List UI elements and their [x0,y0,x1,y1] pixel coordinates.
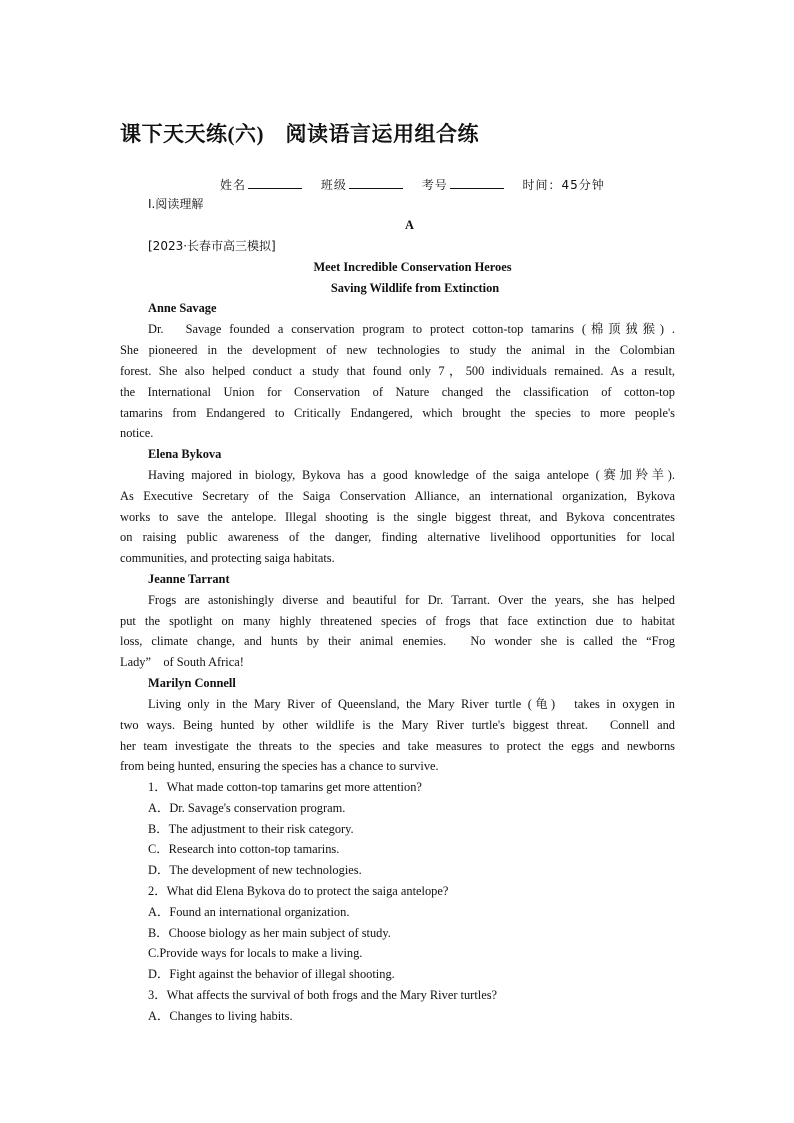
paragraph-line: two ways. Being hunted by other wildlife is the Mary River turtle's biggest threat. Connell and [120,718,675,732]
paragraph-line: forest. She also helped conduct a study that found only 7，500 individuals remained. As a result, [120,364,675,378]
answer-option[interactable]: B．Choose biology as her main subject of study. [148,926,391,940]
paragraph-line: notice. [120,426,154,440]
source-label: [2023·长春市高三模拟] [148,239,276,253]
answer-option[interactable]: A．Dr. Savage's conservation program. [148,801,346,815]
paragraph-line: As Executive Secretary of the Saiga Conservation Alliance, an international organization, Bykova [120,489,675,503]
name-blank [248,178,302,189]
person-name: Marilyn Connell [148,676,236,690]
passage-title-1: Meet Incredible Conservation Heroes [313,260,512,274]
part-label: A [405,218,414,232]
paragraph-line: Lady” of South Africa! [120,655,244,669]
paragraph-line: the International Union for Conservation of Nature changed the classification of cotton-top [120,385,675,399]
paragraph-line: from being hunted, ensuring the species has a chance to survive. [120,759,439,773]
paragraph-line: communities, and protecting saiga habitats. [120,551,335,565]
class-blank [349,178,403,189]
page-title: 课下天天练(六) 阅读语言运用组合练 [120,122,479,146]
paragraph-line: works to save the antelope. Illegal shooting is the single biggest threat, and Bykova concentrates [120,510,675,524]
person-name: Elena Bykova [148,447,222,461]
class-label: 班级 [320,178,347,192]
answer-option[interactable]: A．Changes to living habits. [148,1009,293,1023]
paragraph-line: loss, climate change, and hunts by their animal enemies. No wonder she is called the “Frog [120,634,675,648]
question-stem: 2．What did Elena Bykova do to protect the saiga antelope? [148,884,449,898]
answer-option[interactable]: C.Provide ways for locals to make a living. [148,946,363,960]
question-stem: 1．What made cotton-top tamarins get more attention? [148,780,422,794]
answer-option[interactable]: D．Fight against the behavior of illegal shooting. [148,967,395,981]
person-name: Anne Savage [148,301,217,315]
section-heading: Ⅰ.阅读理解 [148,197,204,211]
exam-no-blank [450,178,504,189]
question-stem: 3．What affects the survival of both frogs and the Mary River turtles? [148,988,498,1002]
person-name: Jeanne Tarrant [148,572,230,586]
paragraph-line: Having majored in biology, Bykova has a good knowledge of the saiga antelope (赛加羚羊). [148,468,675,482]
answer-option[interactable]: B．The adjustment to their risk category. [148,822,354,836]
exam-no-label: 考号 [421,178,448,192]
paragraph-line: Frogs are astonishingly diverse and beautiful for Dr. Tarrant. Over the years, she has helped [148,593,675,607]
student-info-row [220,176,605,193]
paragraph-line: on raising public awareness of the danger, finding alternative livelihood opportunities for local [120,530,675,544]
time-label: 时间：45分钟 [522,178,605,192]
answer-option[interactable]: C．Research into cotton-top tamarins. [148,842,340,856]
paragraph-line: Dr. Savage founded a conservation program to protect cotton-top tamarins (棉顶狨猴) . [148,322,675,336]
paragraph-line: tamarins from Endangered to Critically Endangered, which brought the species to more people's [120,406,675,420]
name-label: 姓名 [220,178,247,192]
paragraph-line: Living only in the Mary River of Queensland, the Mary River turtle (龟) takes in oxygen in [148,697,675,711]
answer-option[interactable]: D．The development of new technologies. [148,863,362,877]
answer-option[interactable]: A．Found an international organization. [148,905,350,919]
paragraph-line: her team investigate the threats to the species and take measures to protect the eggs and newborns [120,739,675,753]
passage-title-2: Saving Wildlife from Extinction [330,281,500,295]
paragraph-line: put the spotlight on many highly threatened species of frogs that face extinction due to habitat [120,614,675,628]
paragraph-line: She pioneered in the development of new technologies to study the animal in the Colombian [120,343,675,357]
